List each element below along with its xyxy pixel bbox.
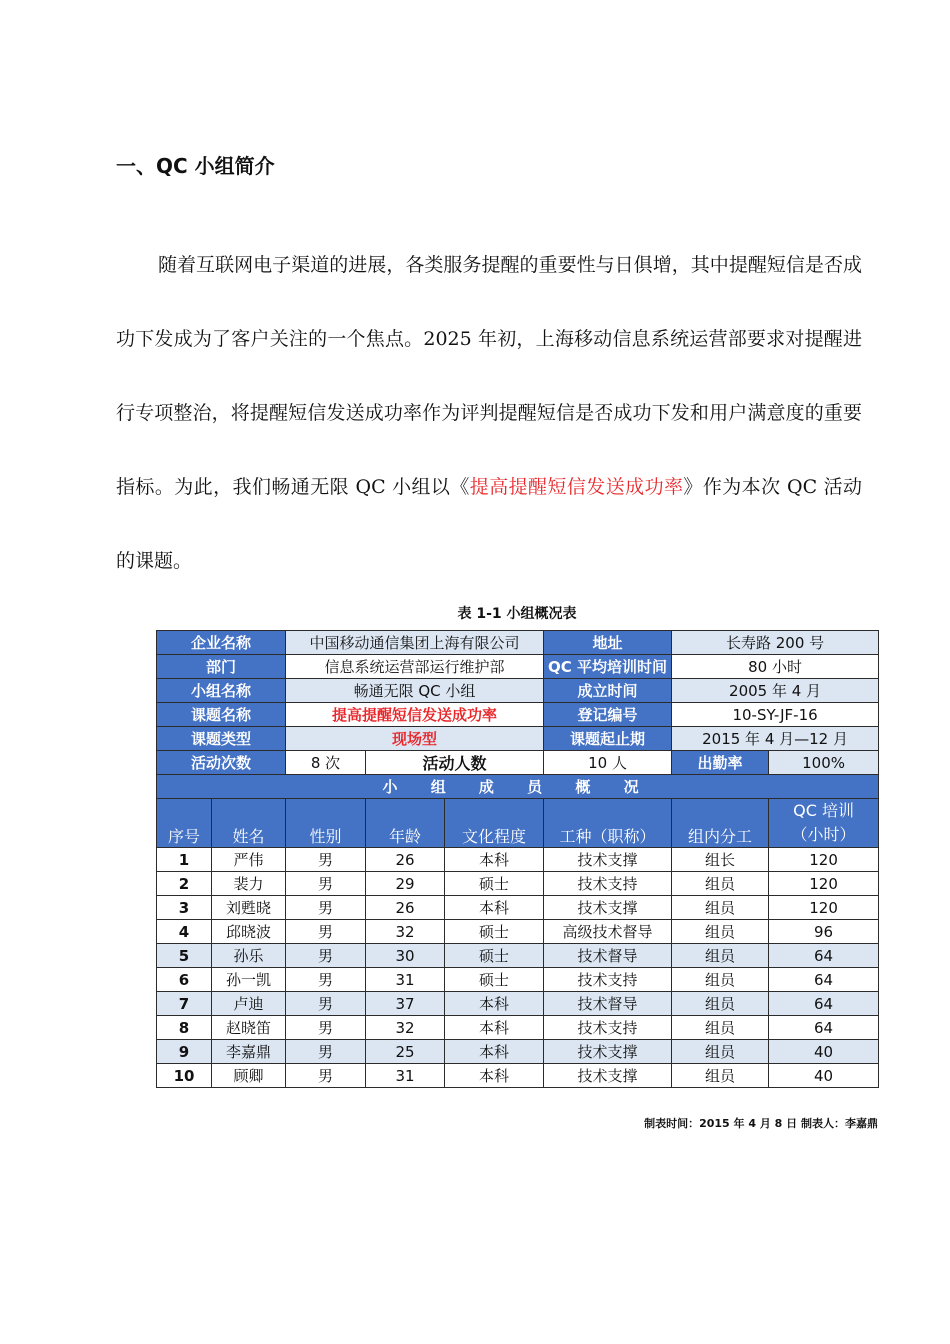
intro-text-before: 随着互联网电子渠道的进展，各类服务提醒的重要性与日俱增，其中提醒短信是否成功下发成为了客户关注的一个焦点。2025 年初，上海移动信息系统运营部要求对提醒进行专项整治，将提醒短信发送成功率作为评判提醒短信是否成功下发和用户满意度的重要指标。为此，我们畅通无限 QC 小组以《 [116,254,862,498]
table-cell: 男 [286,920,366,944]
table-cell: 组员 [672,920,769,944]
info-label: 成立时间 [544,679,672,703]
table-cell: 技术支撑 [544,1064,672,1088]
table-cell: 技术支撑 [544,848,672,872]
group-overview-table [156,630,879,1088]
table-row [157,1064,879,1088]
table-cell: 10 [157,1064,212,1088]
info-row-type [157,727,879,751]
col-header-training [769,799,879,848]
table-cell: 64 [769,944,879,968]
table-cell: 组员 [672,968,769,992]
table-cell: 本科 [445,992,544,1016]
members-banner-row [157,775,879,799]
table-cell: 29 [366,872,445,896]
col-header: 性别 [286,799,366,848]
table-cell: 32 [366,1016,445,1040]
members-banner: 小 组 成 员 概 况 [157,775,879,799]
table-cell: 男 [286,1016,366,1040]
table-cell: 裴力 [212,872,286,896]
info-row-topic [157,703,879,727]
table-cell: 2 [157,872,212,896]
table-cell: 硕士 [445,968,544,992]
table-row [157,968,879,992]
table-cell: 严伟 [212,848,286,872]
table-cell: 32 [366,920,445,944]
members-header-row [157,799,879,848]
table-row [157,920,879,944]
info-value: 提高提醒短信发送成功率 [286,703,544,727]
info-label: 登记编号 [544,703,672,727]
info-value: 2015 年 4 月—12 月 [672,727,879,751]
info-label: 课题名称 [157,703,286,727]
table-cell: 25 [366,1040,445,1064]
col-header: 序号 [157,799,212,848]
table-cell: 组长 [672,848,769,872]
info-value: 信息系统运营部运行维护部 [286,655,544,679]
table-cell: 120 [769,848,879,872]
table-cell: 男 [286,1064,366,1088]
table-cell: 男 [286,872,366,896]
table-cell: 组员 [672,944,769,968]
info-row-activity [157,751,879,775]
table-cell: 1 [157,848,212,872]
col-header: 工种（职称） [544,799,672,848]
table-row [157,1016,879,1040]
table-cell: 40 [769,1040,879,1064]
attendance-value: 100% [769,751,879,775]
table-cell: 本科 [445,1064,544,1088]
attendance-label: 出勤率 [672,751,769,775]
info-row-group [157,679,879,703]
info-value: 10-SY-JF-16 [672,703,879,727]
info-value: 畅通无限 QC 小组 [286,679,544,703]
table-cell: 组员 [672,1064,769,1088]
activity-people-label: 活动人数 [366,751,544,775]
member-rows [157,848,879,1088]
table-cell: 硕士 [445,944,544,968]
table-cell: 男 [286,992,366,1016]
table-row [157,944,879,968]
table-cell: 40 [769,1064,879,1088]
info-value: 长寿路 200 号 [672,631,879,655]
info-label: 小组名称 [157,679,286,703]
table-cell: 男 [286,848,366,872]
table-cell: 本科 [445,1040,544,1064]
table-cell: 李嘉鼎 [212,1040,286,1064]
table-caption: 表 1-1 小组概况表 [457,606,577,622]
table-footnote: 制表时间：2015 年 4 月 8 日 制表人：李嘉鼎 [644,1117,878,1130]
table-cell: 5 [157,944,212,968]
table-cell: 技术支持 [544,872,672,896]
table-cell: 120 [769,872,879,896]
intro-paragraph [116,228,862,598]
table-cell: 男 [286,896,366,920]
table-cell: 31 [366,968,445,992]
table-cell: 6 [157,968,212,992]
table-cell: 技术督导 [544,944,672,968]
table-cell: 顾卿 [212,1064,286,1088]
table-cell: 赵晓笛 [212,1016,286,1040]
col-header-training-line1: QC 培训 [793,801,854,820]
info-label: 部门 [157,655,286,679]
table-row [157,872,879,896]
table-row [157,848,879,872]
table-cell: 刘甦晓 [212,896,286,920]
info-label: 企业名称 [157,631,286,655]
info-value: 80 小时 [672,655,879,679]
table-cell: 7 [157,992,212,1016]
table-cell: 孙一凯 [212,968,286,992]
topic-highlight: 提高提醒短信发送成功率 [469,476,684,498]
table-cell: 本科 [445,848,544,872]
table-cell: 本科 [445,896,544,920]
table-cell: 组员 [672,992,769,1016]
table-cell: 37 [366,992,445,1016]
info-label: 地址 [544,631,672,655]
info-value: 2005 年 4 月 [672,679,879,703]
table-cell: 孙乐 [212,944,286,968]
table-cell: 64 [769,1016,879,1040]
table-cell: 96 [769,920,879,944]
col-header: 组内分工 [672,799,769,848]
col-header-training-line2: （小时） [791,825,856,844]
table-cell: 硕士 [445,872,544,896]
table-cell: 26 [366,848,445,872]
table-cell: 男 [286,1040,366,1064]
table-cell: 8 [157,1016,212,1040]
table-cell: 男 [286,968,366,992]
table-cell: 120 [769,896,879,920]
col-header: 文化程度 [445,799,544,848]
table-cell: 卢迪 [212,992,286,1016]
table-cell: 30 [366,944,445,968]
info-label: 课题类型 [157,727,286,751]
intro-text-after: 》作为本次 QC 活动的课题。 [116,476,862,572]
table-cell: 26 [366,896,445,920]
table-cell: 64 [769,992,879,1016]
info-row-company [157,631,879,655]
info-value: 现场型 [286,727,544,751]
table-cell: 9 [157,1040,212,1064]
table-cell: 男 [286,944,366,968]
info-label: 课题起止期 [544,727,672,751]
col-header: 年龄 [366,799,445,848]
info-row-department [157,655,879,679]
activity-count-label: 活动次数 [157,751,286,775]
table-cell: 技术支持 [544,968,672,992]
table-row [157,992,879,1016]
table-cell: 技术支持 [544,1016,672,1040]
table-cell: 本科 [445,1016,544,1040]
activity-count-value: 8 次 [286,751,366,775]
table-cell: 31 [366,1064,445,1088]
table-row [157,1040,879,1064]
table-cell: 3 [157,896,212,920]
table-cell: 组员 [672,1040,769,1064]
table-cell: 硕士 [445,920,544,944]
table-cell: 组员 [672,872,769,896]
activity-people-value: 10 人 [544,751,672,775]
table-cell: 高级技术督导 [544,920,672,944]
table-cell: 组员 [672,896,769,920]
table-cell: 技术支撑 [544,1040,672,1064]
table-cell: 组员 [672,1016,769,1040]
table-row [157,896,879,920]
info-label: QC 平均培训时间 [544,655,672,679]
col-header: 姓名 [212,799,286,848]
table-cell: 技术支撑 [544,896,672,920]
table-cell: 4 [157,920,212,944]
section-heading: 一、QC 小组简介 [116,154,275,178]
table-cell: 64 [769,968,879,992]
info-value: 中国移动通信集团上海有限公司 [286,631,544,655]
table-cell: 技术督导 [544,992,672,1016]
table-cell: 邱晓波 [212,920,286,944]
